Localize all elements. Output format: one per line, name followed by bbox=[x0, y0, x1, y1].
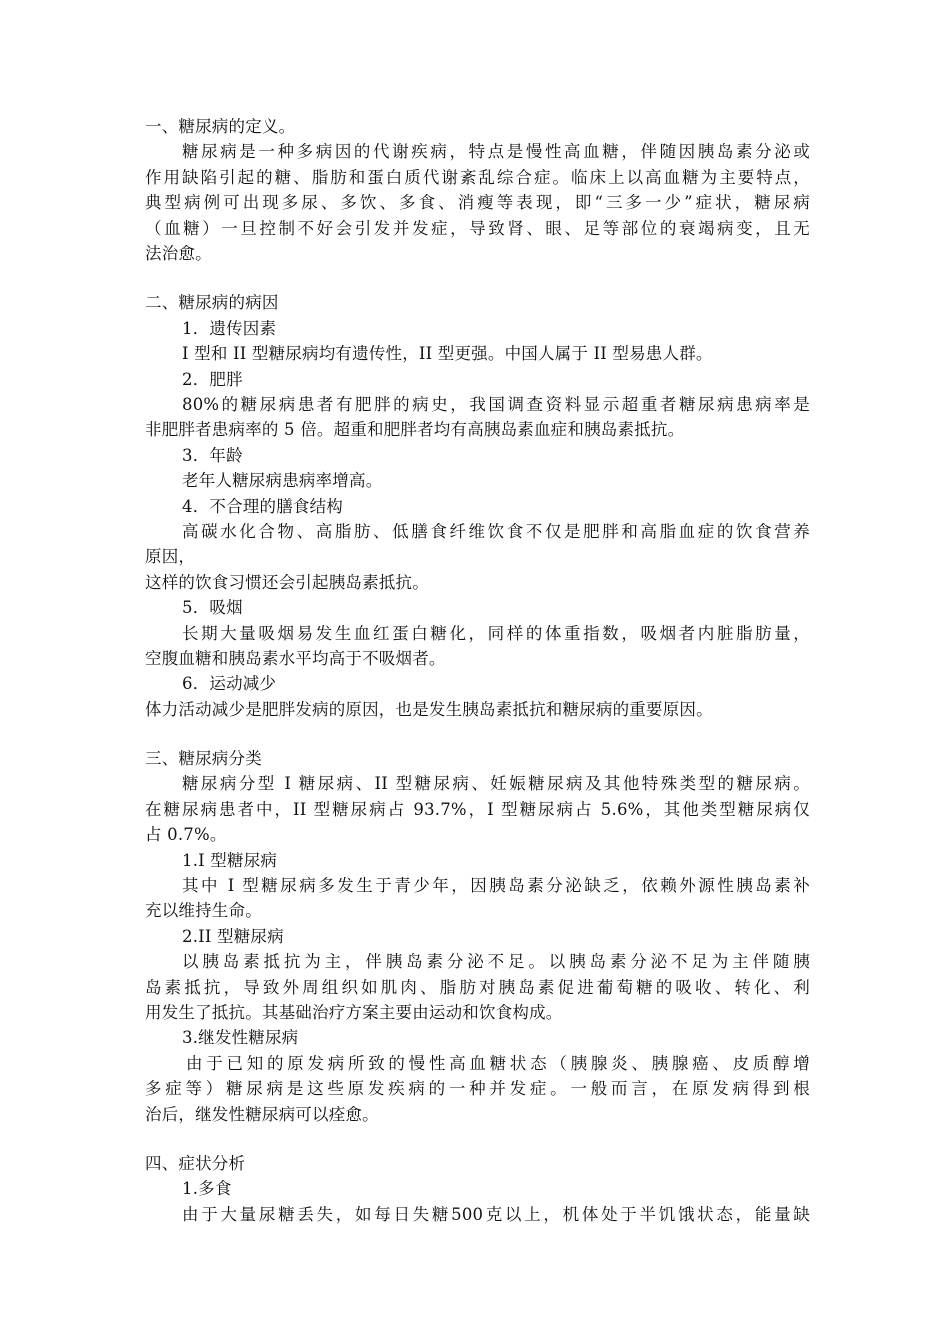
section-spacer bbox=[145, 266, 810, 290]
section-spacer bbox=[145, 1127, 810, 1151]
item-text: 由于已知的原发病所致的慢性高血糖状态（胰腺炎、胰腺癌、皮质醇增 bbox=[186, 1053, 810, 1073]
item-text: 空腹血糖和胰岛素水平均高于不吸烟者。 bbox=[145, 648, 446, 668]
paragraph-line: 在糖尿病患者中，II 型糖尿病占 93.7%，I 型糖尿病占 5.6%，其他类型糖尿病仅 bbox=[145, 799, 810, 819]
item-text: I 型和 II 型糖尿病均有遗传性，II 型更强。中国人属于 II 型易患人群。 bbox=[182, 344, 713, 364]
item-text: 非肥胖者患病率的 5 倍。超重和肥胖者均有高胰岛素血症和胰岛素抵抗。 bbox=[145, 420, 685, 440]
item-text: 岛素抵抗，导致外周组织如肌肉、脂肪对胰岛素促进葡萄糖的吸收、转化、利 bbox=[145, 977, 810, 997]
section-heading: 四、症状分析 bbox=[145, 1154, 246, 1174]
item-title: 1.I 型糖尿病 bbox=[182, 850, 278, 870]
paragraph-line: 占 0.7%。 bbox=[145, 825, 227, 845]
paragraph-line: 糖尿病分型 I 糖尿病、II 型糖尿病、妊娠糖尿病及其他特殊类型的糖尿病。 bbox=[182, 774, 810, 794]
section-spacer bbox=[145, 722, 810, 746]
item-title: 4．不合理的膳食结构 bbox=[182, 496, 343, 516]
item-text: 用发生了抵抗。其基础治疗方案主要由运动和饮食构成。 bbox=[145, 1003, 563, 1023]
paragraph-line: （血糖）一旦控制不好会引发并发症，导致肾、眼、足等部位的衰竭病变，且无 bbox=[145, 218, 810, 238]
item-text: 多症等）糖尿病是这些原发疾病的一种并发症。一般而言，在原发病得到根 bbox=[145, 1079, 810, 1099]
section-heading: 三、糖尿病分类 bbox=[145, 749, 262, 769]
item-text: 治后，继发性糖尿病可以痊愈。 bbox=[145, 1104, 379, 1124]
item-text: 高碳水化合物、高脂肪、低膳食纤维饮食不仅是肥胖和高脂血症的饮食营养 bbox=[182, 521, 810, 541]
item-title: 2.II 型糖尿病 bbox=[182, 926, 284, 946]
item-title: 2．肥胖 bbox=[182, 369, 243, 389]
item-text: 老年人糖尿病患病率增高。 bbox=[182, 471, 383, 491]
document-body bbox=[145, 114, 810, 1227]
item-text: 以胰岛素抵抗为主，伴胰岛素分泌不足。以胰岛素分泌不足为主伴随胰 bbox=[182, 952, 810, 972]
item-text: 长期大量吸烟易发生血红蛋白糖化，同样的体重指数，吸烟者内脏脂肪量， bbox=[182, 623, 810, 643]
item-title: 3．年龄 bbox=[182, 445, 243, 465]
item-title: 6．运动减少 bbox=[182, 674, 277, 694]
paragraph-line: 法治愈。 bbox=[145, 244, 212, 264]
item-title: 3.继发性糖尿病 bbox=[182, 1028, 299, 1048]
paragraph-line: 典型病例可出现多尿、多饮、多食、消瘦等表现，即“三多一少”症状，糖尿病 bbox=[145, 193, 810, 213]
section-heading: 二、糖尿病的病因 bbox=[145, 293, 279, 313]
item-text: 80%的糖尿病患者有肥胖的病史，我国调查资料显示超重者糖尿病患病率是 bbox=[182, 394, 810, 414]
paragraph-line: 糖尿病是一种多病因的代谢疾病，特点是慢性高血糖，伴随因胰岛素分泌或 bbox=[182, 142, 810, 162]
item-text: 由于大量尿糖丢失，如每日失糖500克以上，机体处于半饥饿状态，能量缺 bbox=[182, 1204, 810, 1224]
item-text: 充以维持生命。 bbox=[145, 901, 262, 921]
item-title: 1．遗传因素 bbox=[182, 318, 277, 338]
item-text: 其中 I 型糖尿病多发生于青少年，因胰岛素分泌缺乏，依赖外源性胰岛素补 bbox=[182, 876, 810, 896]
item-title: 1.多食 bbox=[182, 1179, 232, 1199]
item-text: 这样的饮食习惯还会引起胰岛素抵抗。 bbox=[145, 572, 429, 592]
item-title: 5．吸烟 bbox=[182, 598, 243, 618]
item-text: 原因， bbox=[145, 547, 196, 567]
section-heading: 一、糖尿病的定义。 bbox=[145, 117, 296, 136]
item-text: 体力活动减少是肥胖发病的原因，也是发生胰岛素抵抗和糖尿病的重要原因。 bbox=[145, 699, 713, 719]
paragraph-line: 作用缺陷引起的糖、脂肪和蛋白质代谢紊乱综合症。临床上以高血糖为主要特点， bbox=[145, 167, 810, 187]
